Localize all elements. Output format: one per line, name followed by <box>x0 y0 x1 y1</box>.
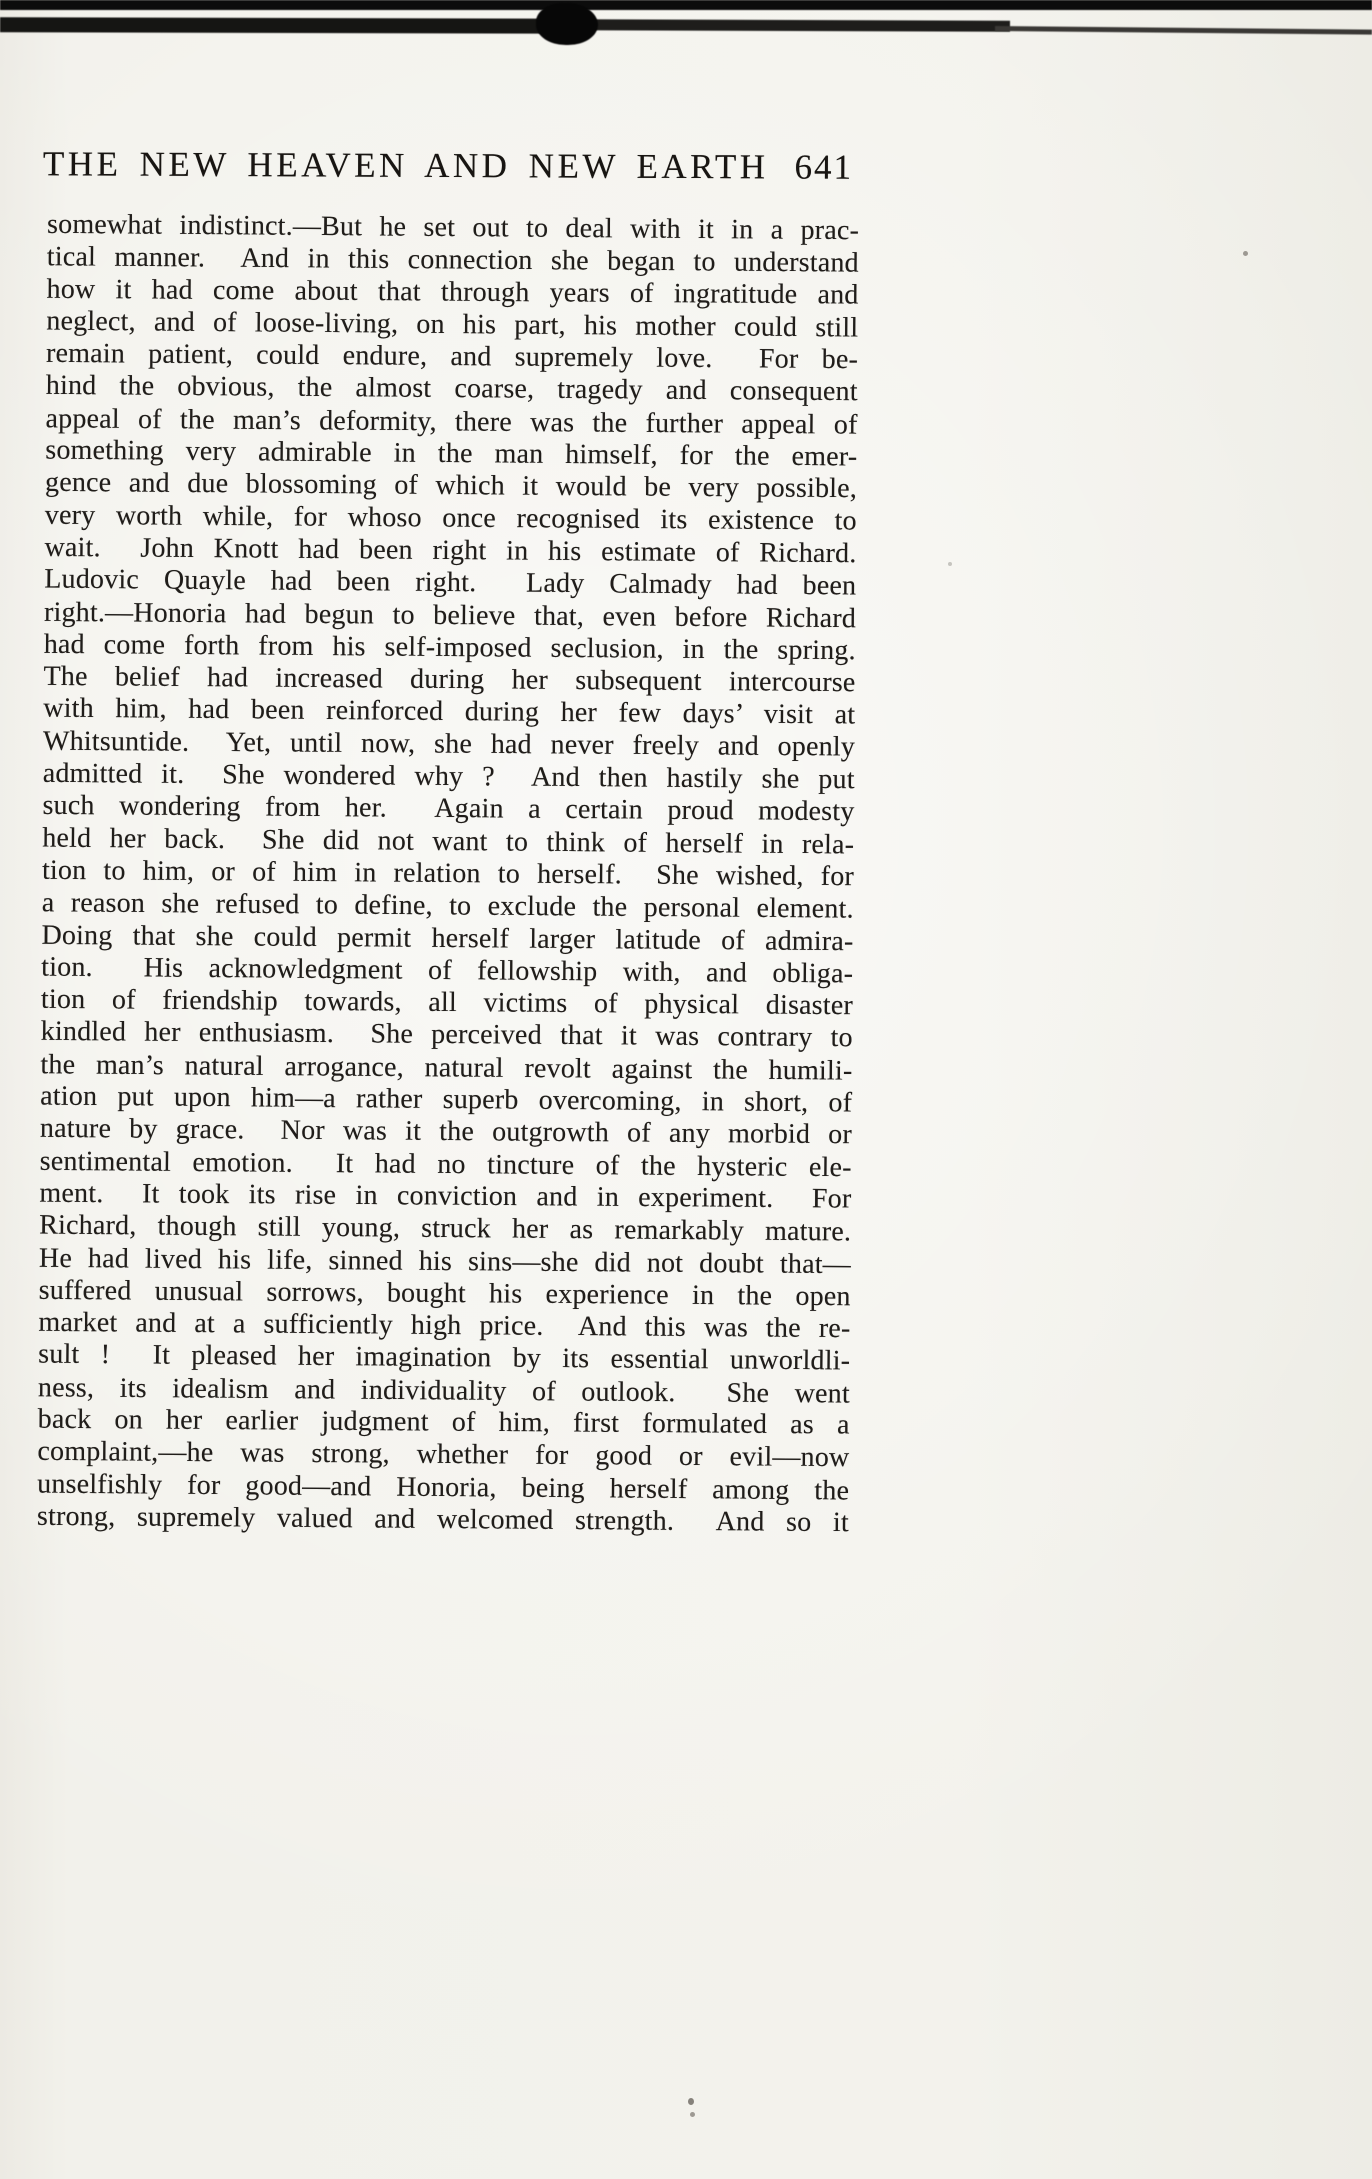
scan-artifact-second-bar-right <box>580 19 1010 32</box>
text-line: had come forth from his self-imposed seclusion, in the spring. <box>43 628 856 667</box>
text-line: remain patient, could endure, and supremely love. For be- <box>45 338 859 376</box>
ink-speck <box>690 2112 695 2117</box>
text-line: somewhat indistinct.—But he set out to deal with it in a prac- <box>46 208 860 247</box>
text-line: market and at a sufficiently high price. And this was the re- <box>38 1306 851 1345</box>
ink-speck <box>948 562 952 566</box>
scan-artifact-second-bar-left <box>0 17 594 34</box>
text-line: sult ! It pleased her imagination by its essential unworldli- <box>38 1338 851 1377</box>
text-line: complaint,—he was strong, whether for good or evil—now <box>37 1436 850 1474</box>
text-line: gence and due blossoming of which it would be very possible, <box>44 467 858 505</box>
text-line: back on her earlier judgment of him, first formulated as a <box>37 1403 850 1441</box>
text-line: right.—Honoria had begun to believe that, even before Richard <box>43 596 857 634</box>
text-line: unselfishly for good—and Honoria, being herself among the <box>37 1468 850 1507</box>
text-line: such wondering from her. Again a certain proud modesty <box>42 790 855 828</box>
text-line: appeal of the man’s deformity, there was the further appeal of <box>45 403 858 441</box>
text-line: neglect, and of loose-living, on his part, his mother could still <box>46 305 859 344</box>
scan-artifact-ink-blob <box>536 3 598 45</box>
text-line: Ludovic Quayle had been right. Lady Calmady had been <box>44 563 857 602</box>
text-line: ation put upon him—a rather superb overcoming, in short, of <box>40 1080 853 1119</box>
text-line: strong, supremely valued and welcomed strength. And so it <box>36 1500 850 1539</box>
text-line: Richard, though still young, struck her as remarkably mature. <box>39 1209 852 1248</box>
text-line: how it had come about that through years of ingratitude and <box>46 273 859 311</box>
text-line: tion of friendship towards, all victims of physical disaster <box>40 983 854 1022</box>
header-title: THE NEW HEAVEN AND NEW EARTH <box>42 144 769 187</box>
text-line: something very admirable in the man himself, for the emer- <box>45 434 858 473</box>
text-line: the man’s natural arrogance, natural revolt against the humili- <box>40 1048 853 1087</box>
body-text <box>37 209 859 1540</box>
text-line: He had lived his life, sinned his sins—she did not doubt that— <box>38 1242 852 1280</box>
ink-speck <box>688 2098 694 2105</box>
text-line: The belief had increased during her subsequent intercourse <box>43 660 856 699</box>
text-line: ness, its idealism and individuality of outlook. She went <box>37 1371 851 1410</box>
text-line: with him, had been reinforced during her few days’ visit at <box>43 692 856 731</box>
text-line: Doing that she could permit herself larger latitude of admira- <box>41 919 854 957</box>
ink-speck <box>1243 251 1248 256</box>
text-line: tical manner. And in this connection she began to understand <box>46 241 859 279</box>
text-line: wait. John Knott had been right in his estimate of Richard. <box>44 531 857 570</box>
text-line: ment. It took its rise in conviction and in experiment. For <box>39 1177 852 1215</box>
running-header <box>42 144 854 188</box>
text-line: a reason she refused to define, to exclude the personal element. <box>41 887 854 925</box>
text-line: tion to him, or of him in relation to herself. She wished, for <box>41 854 855 893</box>
text-line: tion. His acknowledgment of fellowship with, and obliga- <box>41 951 854 990</box>
text-line: held her back. She did not want to think of herself in rela- <box>42 822 855 861</box>
text-line: admitted it. She wondered why ? And then hastily she put <box>42 757 855 796</box>
text-line: very worth while, for whoso once recognised its existence to <box>44 499 857 537</box>
text-line: sentimental emotion. It had no tincture of the hysteric ele- <box>39 1145 852 1183</box>
page-number: 641 <box>794 147 854 187</box>
scan-artifact-thin-line <box>995 26 1372 35</box>
text-line: kindled her enthusiasm. She perceived that it was contrary to <box>40 1016 853 1054</box>
text-line: nature by grace. Nor was it the outgrowth of any morbid or <box>39 1113 853 1151</box>
text-line: hind the obvious, the almost coarse, tragedy and consequent <box>45 370 858 408</box>
scan-artifact-top-bar <box>0 0 1372 10</box>
text-line: Whitsuntide. Yet, until now, she had never freely and openly <box>42 725 856 763</box>
text-line: suffered unusual sorrows, bought his experience in the open <box>38 1274 851 1312</box>
